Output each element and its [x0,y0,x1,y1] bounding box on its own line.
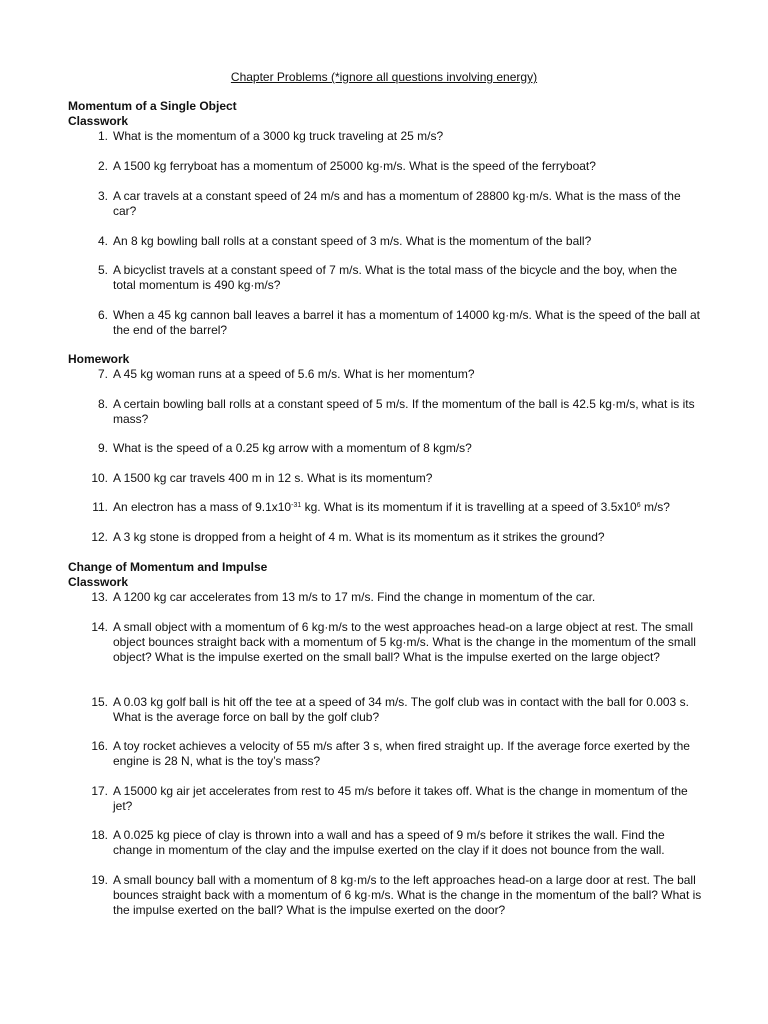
question-text: A 1500 kg car travels 400 m in 12 s. What is its momentum? [113,471,433,485]
question-text: What is the momentum of a 3000 kg truck traveling at 25 m/s? [113,129,444,143]
section-title-momentum-single: Momentum of a Single Object [68,99,237,113]
question-text: A certain bowling ball rolls at a constant speed of 5 m/s. If the momentum of the ball is 42.5 kg·m/s, what is its mass? [113,397,695,426]
question-text: A 45 kg woman runs at a speed of 5.6 m/s. What is her momentum? [113,367,475,381]
question-number: 6. [97,308,108,322]
question-number: 15. [91,695,108,709]
question-number: 1. [97,129,108,143]
question-number: 19. [91,873,108,887]
question-text-part: m/s? [640,500,670,514]
question-text: A 1200 kg car accelerates from 13 m/s to 17 m/s. Find the change in momentum of the car. [113,590,596,604]
question-number: 16. [91,739,108,753]
question-text: A 3 kg stone is dropped from a height of 4 m. What is its momentum as it strikes the ground? [113,530,605,544]
question-text-part: kg. What is its momentum if it is travelling at a speed of 3.5x10 [301,500,637,514]
question-text: A 0.03 kg golf ball is hit off the tee at a speed of 34 m/s. The golf club was in contact with the ball for 0.003 s. What is the average force on ball by the golf club? [113,695,689,724]
exponent: -31 [291,502,302,509]
question-text: A 1500 kg ferryboat has a momentum of 25000 kg·m/s. What is the speed of the ferryboat? [113,159,596,173]
question-number: 4. [97,234,108,248]
question-text: A car travels at a constant speed of 24 m/s and has a momentum of 28800 kg·m/s. What is the mass of the car? [113,189,681,218]
question-text: When a 45 kg cannon ball leaves a barrel it has a momentum of 14000 kg·m/s. What is the speed of the ball at the end of the barrel? [113,308,700,337]
question-text: A 15000 kg air jet accelerates from rest to 45 m/s before it takes off. What is the change in momentum of the jet? [113,784,688,813]
question-text: A small object with a momentum of 6 kg·m/s to the west approaches head-on a large object at rest. The small object bounces straight back with a momentum of 5 kg·m/s. What is the change in the momentum of the small object? What is the impulse exerted on the small ball? What is the impulse exerted on the large object? [113,620,696,664]
question-number: 10. [91,471,108,485]
question-number: 8. [97,397,108,411]
question-number: 7. [97,367,108,381]
question-text: What is the speed of a 0.25 kg arrow with a momentum of 8 kgm/s? [113,441,472,455]
question-text: A toy rocket achieves a velocity of 55 m/s after 3 s, when fired straight up. If the average force exerted by the engine is 28 N, what is the toy’s mass? [113,739,690,768]
question-number: 9. [97,441,108,455]
exponent: 6 [636,502,641,509]
question-text: A 0.025 kg piece of clay is thrown into a wall and has a speed of 9 m/s before it strikes the wall. Find the change in momentum of the clay and the impulse exerted on the clay if it does not bounce from the wall. [113,828,665,857]
question-number: 13. [91,590,108,604]
question-text: An 8 kg bowling ball rolls at a constant speed of 3 m/s. What is the momentum of the ball? [113,234,592,248]
question-number: 17. [91,784,108,798]
question-number: 3. [97,189,108,203]
question-text-part: An electron has a mass of 9.1x10 [113,500,292,514]
question-text [113,500,703,515]
subsection-homework: Homework [68,352,130,366]
question-text: A small bouncy ball with a momentum of 8 kg·m/s to the left approaches head-on a large door at rest. The ball bounces straight back with a momentum of 6 kg·m/s. What is the change in the momentum of the ball? What is the impulse exerted on the ball? What is the impulse exerted on the door? [113,873,702,917]
question-number: 14. [91,620,108,634]
document-title: Chapter Problems (*ignore all questions involving energy) [230,70,538,84]
question-number: 2. [97,159,108,173]
question-number: 5. [97,263,108,277]
question-number: 12. [91,530,108,544]
question-text: A bicyclist travels at a constant speed of 7 m/s. What is the total mass of the bicycle and the boy, when the total momentum is 490 kg·m/s? [113,263,678,292]
question-number: 11. [92,500,108,514]
question-number: 18. [91,828,108,842]
subsection-classwork-2: Classwork [68,575,129,589]
section-title-change-momentum: Change of Momentum and Impulse [68,560,268,574]
subsection-classwork-1: Classwork [68,114,129,128]
